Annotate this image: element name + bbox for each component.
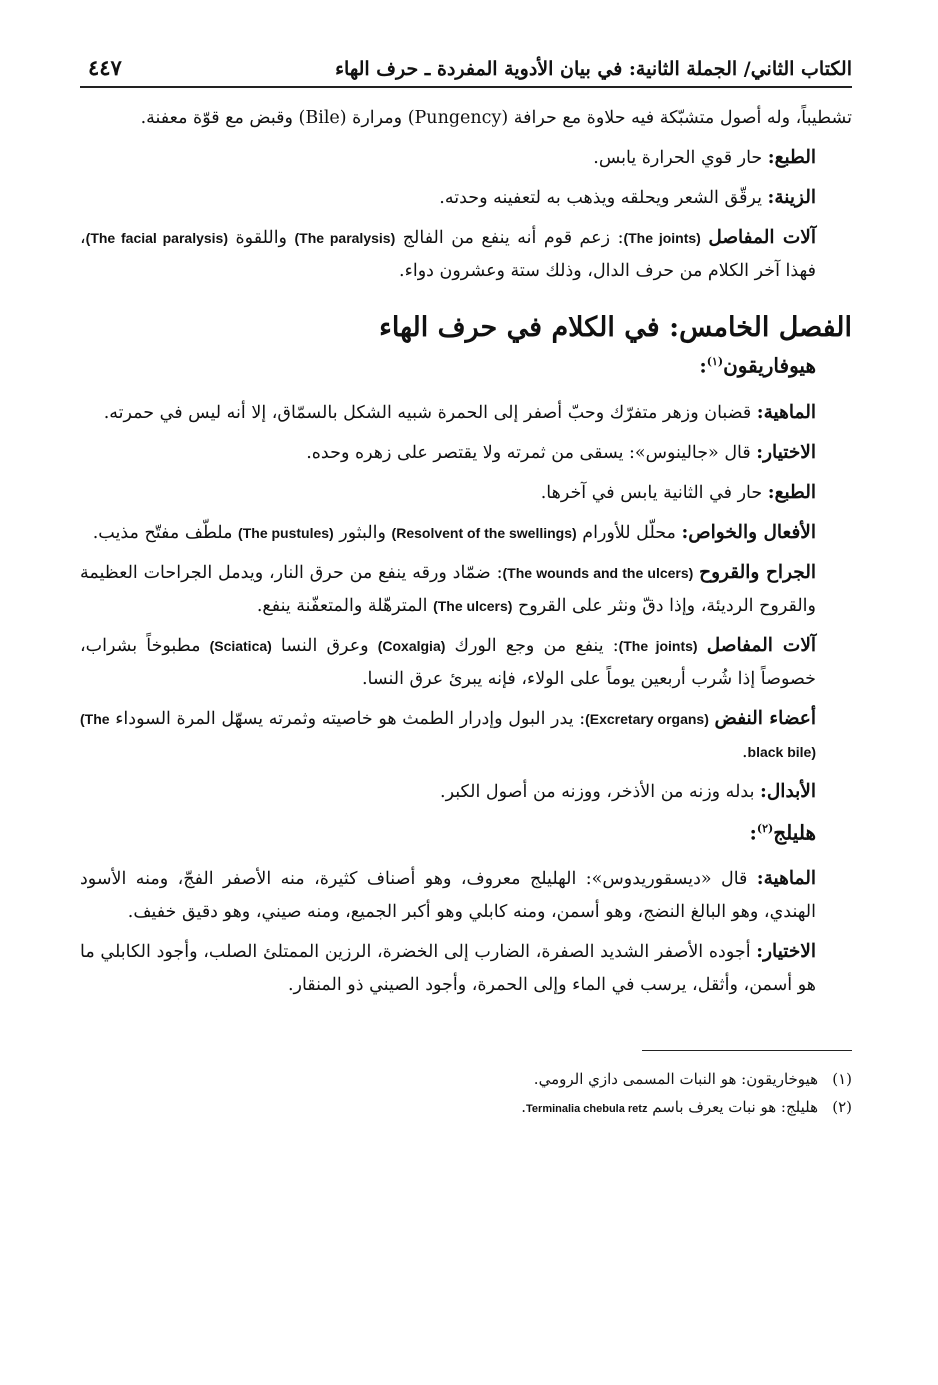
entry-title-1: هيوفاريقون$^{(١)}$:: [699, 353, 816, 378]
footnote-1: (١)هيوخاريقون: هو النبات المسمى دازي الرومي.: [533, 1070, 852, 1089]
page-body: [80, 102, 852, 1002]
page-header: [80, 38, 852, 80]
paragraph-essence-1: الماهية: قضبان وزهر متفرّك وحبّ أصفر إلى الحمرة شبيه الشكل بالسمّاق، إلا أنه ليس في حمرته.: [103, 401, 816, 423]
header-rule: [80, 86, 852, 88]
term: الاختيار:: [756, 941, 816, 963]
footnote-2: (٢)هليلج: هو نبات يعرف باسم Terminalia chebula retz.: [521, 1098, 852, 1117]
footnote-ref-1: (١): [706, 355, 724, 368]
footnote-ref-2: (٢): [756, 821, 774, 835]
term: آلات المفاصل: [706, 634, 817, 656]
paragraph-cosmetic: الزينة: يرقّق الشعر ويحلقه ويذهب به لتعفينه وحدته.: [439, 187, 816, 208]
paragraph-essence-2: الماهية: قال «ديسقوريدوس»: الهليلج معروف، وهو أصناف كثيرة، منه الأصفر الفجّ، ومنه الأسود الهندي، وهو البالغ النضج، وهو أسمن، ومنه كابلي وهو أكبر الجميع، ومنه صيني، وهو دقيق خفيف.: [80, 868, 816, 923]
paragraph-continuation: تشطيباً، وله أصول متشبّكة فيه حلاوة مع حرافة (Pungency) ومرارة (Bile) وقبض مع قوّة معفنة.: [140, 108, 852, 128]
paragraph-substitutes: الأبدال: بدله وزنه من الأذخر، ووزنه من أصول الكبر.: [440, 780, 816, 802]
entry-title-2: هليلج$^{(٢)}$:: [749, 820, 816, 845]
term: الزينة:: [767, 187, 816, 208]
term: الاختيار:: [756, 441, 816, 463]
paragraph-excretory: أعضاء النفض (Excretary organs): يدر البول وإدرار الطمث هو خاصيته وثمرته يسهّل المرة السوداء (The black bile).: [80, 707, 816, 762]
paragraph-joints: آلات المفاصل (The joints): زعم قوم أنه ينفع من الفالج (The paralysis) واللقوة (The facial paralysis)، فهذا آخر الكلام من حرف الدال، وذلك ستة وعشرون دواء.: [80, 227, 816, 281]
paragraph-nature: الطبع: حار قوي الحرارة يابس.: [593, 147, 816, 168]
chapter-title: الفصل الخامس: في الكلام في حرف الهاء: [379, 312, 852, 343]
term: الأبدال:: [760, 780, 816, 802]
term: أعضاء النفض: [714, 707, 816, 729]
paragraph-selection-2: الاختيار: أجوده الأصفر الشديد الصفرة، الضارب إلى الخضرة، الرزين الممتلئ الصلب، وأجود الكابلي ما هو أسمن، وأثقل، يرسب في الماء وإلى الحمرة، وأجود الصيني ذو المنقار.: [80, 941, 816, 996]
paragraph-joints-1: آلات المفاصل (The joints): ينفع من وجع الورك (Coxalgia) وعرق النسا (Sciatica) مطبوخاً بشراب، خصوصاً إذا شُرب أربعين يوماً على الولاء، فإنه يبرئ عرق النسا.: [80, 634, 817, 689]
paragraph-actions: الأفعال والخواص: محلّل للأورام (Resolvent of the swellings) والبثور (The pustules) ملطّف مفتّح مذيب.: [92, 521, 816, 543]
term: الجراح والقروح: [699, 561, 816, 583]
term: الأفعال والخواص:: [681, 521, 816, 543]
term: الماهية:: [756, 868, 816, 890]
term: الطبع:: [767, 481, 816, 503]
book-page: [80, 38, 852, 1358]
term: آلات المفاصل: [708, 227, 816, 248]
footnote-rule: [642, 1050, 852, 1051]
term: الطبع:: [767, 147, 816, 168]
running-title: الكتاب الثاني/ الجملة الثانية: في بيان الأدوية المفردة ـ حرف الهاء: [335, 58, 852, 80]
paragraph-wounds: الجراح والقروح (The wounds and the ulcers): ضمّاد ورقه ينفع من حرق النار، ويدمل الجراحات العظيمة والقروح الرديئة، وإذا دقّ ونثر على القروح (The ulcers) المترهّلة والمتعفّنة ينفع.: [80, 561, 816, 616]
paragraph-nature-1: الطبع: حار في الثانية يابس في آخرها.: [540, 481, 816, 503]
paragraph-selection-1: الاختيار: قال «جالينوس»: يسقى من ثمرته ولا يقتصر على زهره وحده.: [306, 441, 816, 463]
page-number: ٤٤٧: [88, 55, 122, 80]
term: الماهية:: [756, 401, 816, 423]
